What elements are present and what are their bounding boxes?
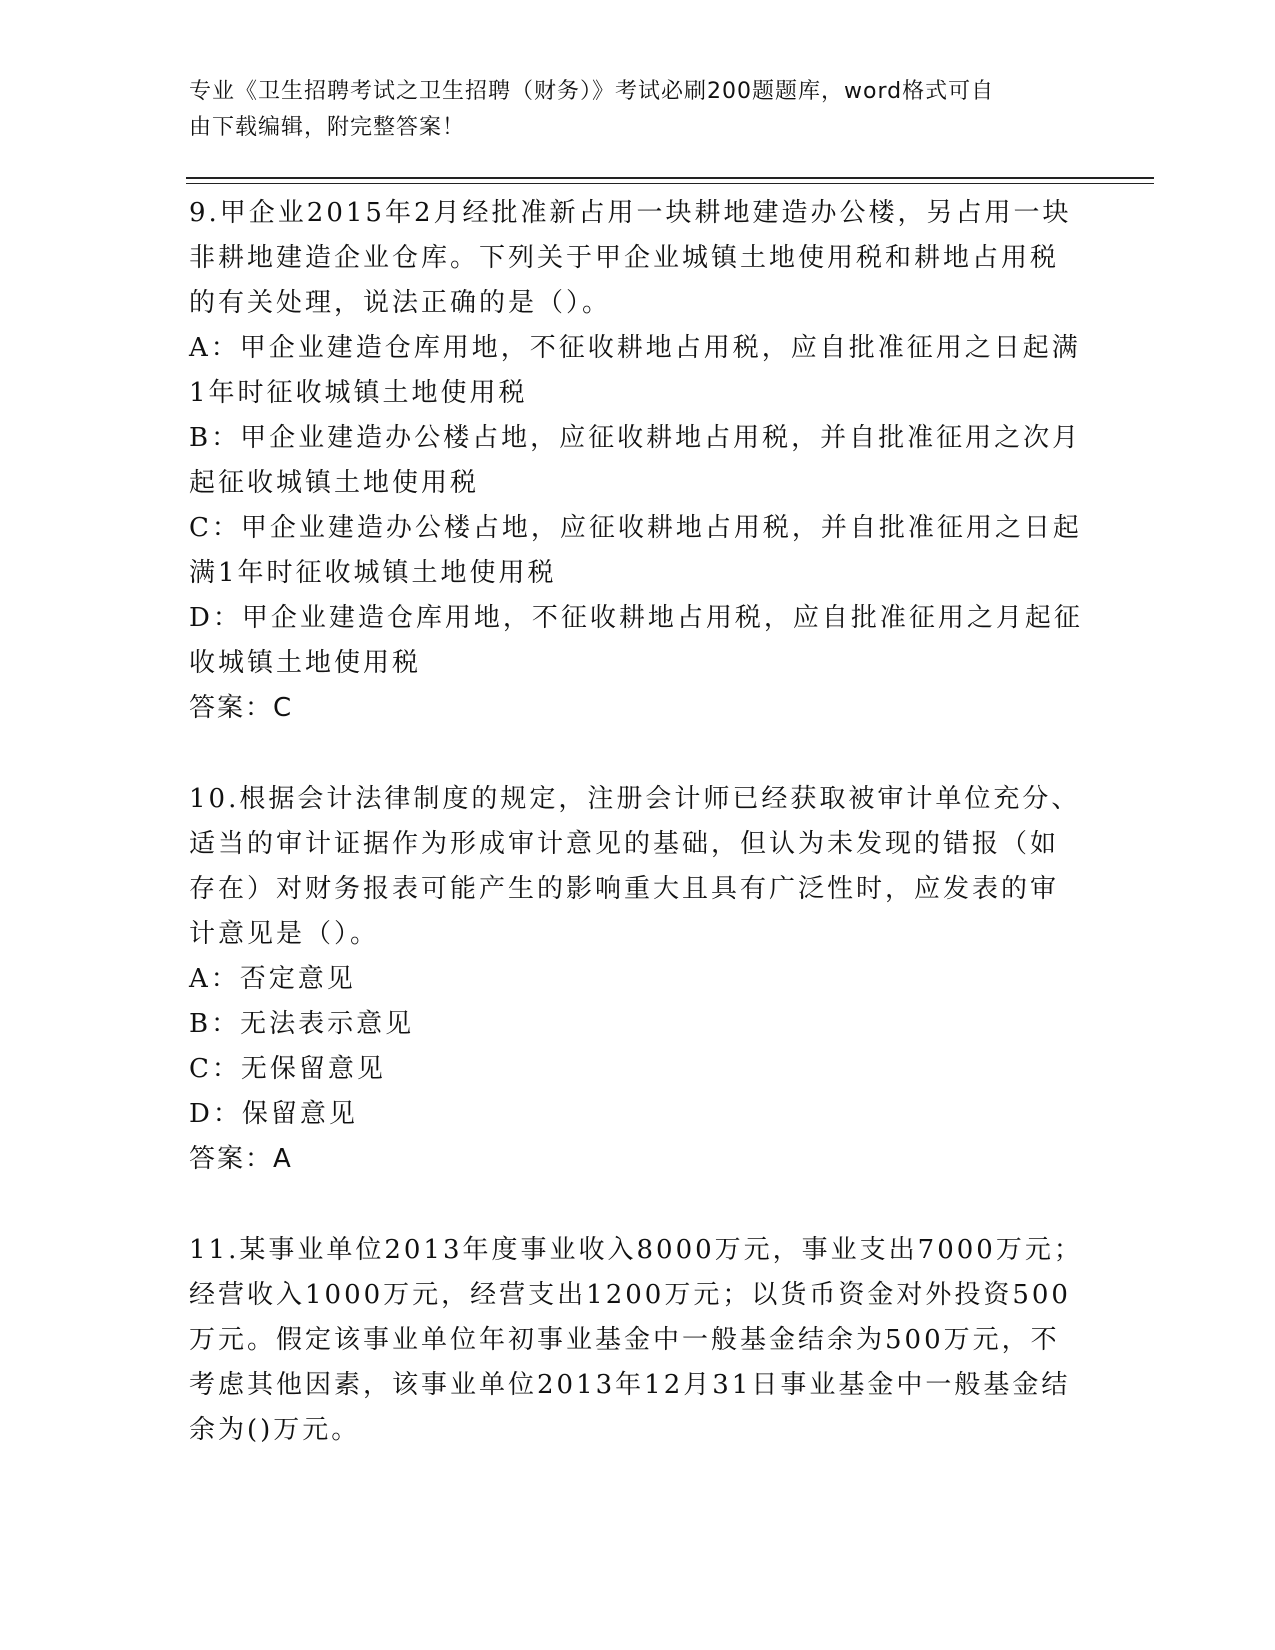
header-divider [186, 177, 1154, 179]
option-line: A：否定意见 [189, 964, 356, 994]
question-item [189, 777, 1089, 1182]
question-stem-line: 10.根据会计法律制度的规定，注册会计师已经获取被审计单位充分、 [189, 784, 1081, 814]
option-line: 起征收城镇土地使用税 [189, 468, 480, 498]
answer-label: 答案：A [189, 1144, 293, 1174]
document-header [189, 74, 1069, 146]
question-stem-line: 适当的审计证据作为形成审计意见的基础，但认为未发现的错报（如 [189, 829, 1060, 859]
option-line: C：无保留意见 [189, 1054, 386, 1084]
question-stem-line: 11.某事业单位2013年度事业收入8000万元，事业支出7000万元； [189, 1235, 1083, 1265]
question-stem-line: 存在）对财务报表可能产生的影响重大且具有广泛性时，应发表的审 [189, 874, 1060, 904]
question-stem-line: 9.甲企业2015年2月经批准新占用一块耕地建造办公楼，另占用一块 [189, 198, 1072, 228]
question-stem-line: 考虑其他因素，该事业单位2013年12月31日事业基金中一般基金结 [189, 1370, 1071, 1400]
question-item [189, 191, 1089, 731]
option-line: A：甲企业建造仓库用地，不征收耕地占用税，应自批准征用之日起满 [189, 333, 1081, 363]
header-line: 由下载编辑，附完整答案！ [189, 115, 466, 140]
header-line: 专业《卫生招聘考试之卫生招聘（财务）》考试必刷200题题库，word格式可自 [189, 79, 995, 104]
question-item [189, 1228, 1089, 1453]
option-line: 收城镇土地使用税 [189, 648, 422, 678]
question-stem-line: 计意见是（）。 [189, 919, 380, 949]
question-stem-line: 非耕地建造企业仓库。下列关于甲企业城镇土地使用税和耕地占用税 [189, 243, 1060, 273]
question-stem-line: 经营收入1000万元，经营支出1200万元；以货币资金对外投资500 [189, 1280, 1071, 1310]
answer-label: 答案：C [189, 693, 294, 723]
option-line: B：甲企业建造办公楼占地，应征收耕地占用税，并自批准征用之次月 [189, 423, 1082, 453]
question-list [189, 191, 1089, 1453]
option-line: B：无法表示意见 [189, 1009, 415, 1039]
question-stem-line: 的有关处理，说法正确的是（）。 [189, 288, 612, 318]
option-line: D：甲企业建造仓库用地，不征收耕地占用税，应自批准征用之月起征 [189, 603, 1083, 633]
option-line: 满1年时征收城镇土地使用税 [189, 558, 557, 588]
option-line: C：甲企业建造办公楼占地，应征收耕地占用税，并自批准征用之日起 [189, 513, 1082, 543]
question-stem-line: 余为()万元。 [189, 1415, 361, 1445]
question-stem-line: 万元。假定该事业单位年初事业基金中一般基金结余为500万元，不 [189, 1325, 1060, 1355]
option-line: D：保留意见 [189, 1099, 358, 1129]
option-line: 1年时征收城镇土地使用税 [189, 378, 528, 408]
header-divider-thin [186, 183, 1154, 184]
